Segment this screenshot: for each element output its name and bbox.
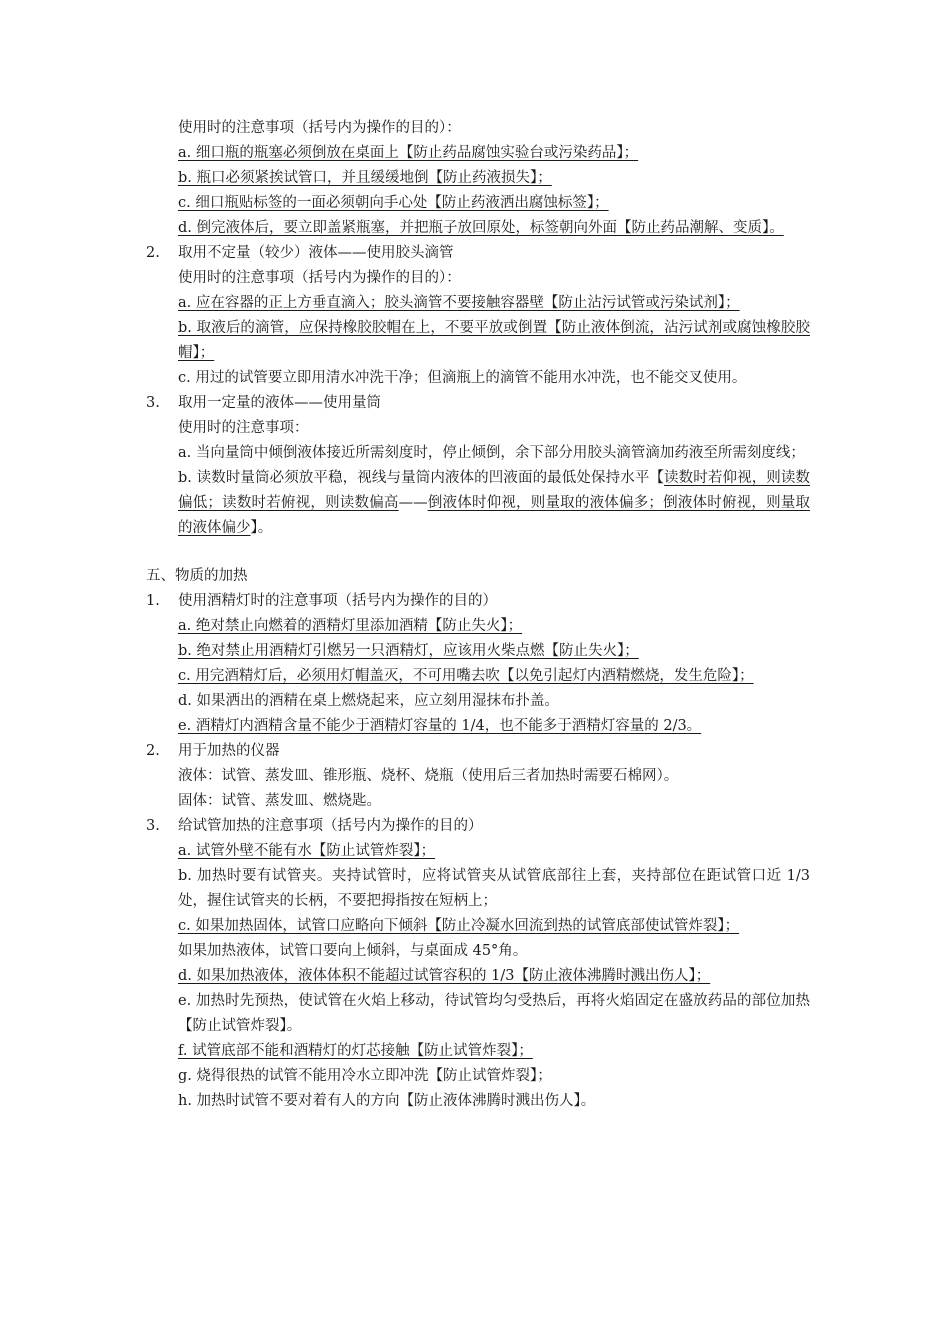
text-line: c. 用完酒精灯后，必须用灯帽盖灭，不可用嘴去吹【以免引起灯内酒精燃烧，发生危险】；: [178, 668, 754, 684]
text-line: b. 取液后的滴管，应保持橡胶胶帽在上，不要平放或倒置【防止液体倒流，沾污试剂或腐蚀橡胶胶帽】；: [178, 320, 810, 361]
item-number: 3.: [146, 395, 160, 411]
text-line: a. 细口瓶的瓶塞必须倒放在桌面上【防止药品腐蚀实验台或污染药品】；: [178, 145, 639, 161]
text-line: b. 瓶口必须紧挨试管口，并且缓缓地倒【防止药液损失】；: [178, 170, 552, 186]
numbered-item: [0, 241, 950, 266]
text-line: d. 如果洒出的酒精在桌上燃烧起来，应立刻用湿抹布扑盖。: [178, 693, 559, 709]
numbered-item: [0, 391, 950, 416]
numbered-item: [0, 739, 950, 764]
text-line: b. 加热时要有试管夹。夹持试管时，应将试管夹从试管底部往上套，夹持部位在距试管口近 1/3 处，握住试管夹的长柄，不要把拇指按在短柄上；: [178, 868, 810, 909]
text-line: 如果加热液体，试管口要向上倾斜，与桌面成 45°角。: [178, 943, 528, 959]
text-line: f. 试管底部不能和酒精灯的灯芯接触【防止试管炸裂】；: [178, 1043, 533, 1059]
text-line: c. 细口瓶贴标签的一面必须朝向手心处【防止药液洒出腐蚀标签】；: [178, 195, 609, 211]
spacer: [0, 541, 950, 564]
text-line: c. 用过的试管要立即用清水冲洗干净；但滴瓶上的滴管不能用水冲洗，也不能交叉使用。: [178, 370, 747, 386]
text-line: c. 如果加热固体，试管口应略向下倾斜【防止冷凝水回流到热的试管底部使试管炸裂】；: [178, 918, 740, 934]
text-line: d. 倒完液体后，要立即盖紧瓶塞，并把瓶子放回原处，标签朝向外面【防止药品潮解、变质】。: [178, 220, 784, 236]
numbered-item: [0, 589, 950, 614]
text-line: g. 烧得很热的试管不能用冷水立即冲洗【防止试管炸裂】；: [178, 1068, 552, 1084]
text-line: b. 绝对禁止用酒精灯引燃另一只酒精灯，应该用火柴点燃【防止失火】；: [178, 643, 639, 659]
item-number: 1.: [146, 593, 160, 609]
text-run: 】。: [250, 520, 273, 536]
item-title: 取用不定量（较少）液体——使用胶头滴管: [178, 245, 454, 261]
text-line: 使用时的注意事项：: [178, 420, 309, 436]
text-run: b. 读数时量筒必须放平稳，视线与量筒内液体的凹液面的最低处保持水平【: [178, 470, 665, 486]
text-line: e. 加热时先预热，使试管在火焰上移动，待试管均匀受热后，再将火焰固定在盛放药品的部位加热【防止试管炸裂】。: [178, 993, 810, 1034]
text-line: a. 绝对禁止向燃着的酒精灯里添加酒精【防止失火】；: [178, 618, 523, 634]
item-title: 给试管加热的注意事项（括号内为操作的目的）: [178, 818, 483, 834]
text-line: a. 当向量筒中倾倒液体接近所需刻度时，停止倾倒，余下部分用胶头滴管滴加药液至所需刻度线；: [178, 445, 805, 461]
text-line: 使用时的注意事项（括号内为操作的目的）：: [178, 270, 461, 286]
numbered-item: [0, 814, 950, 839]
text-line: h. 加热时试管不要对着有人的方向【防止液体沸腾时溅出伤人】。: [178, 1093, 596, 1109]
item-number: 2.: [146, 245, 160, 261]
text-line: e. 酒精灯内酒精含量不能少于酒精灯容量的 1/4，也不能多于酒精灯容量的 2/3。: [178, 718, 702, 734]
text-line: 使用时的注意事项（括号内为操作的目的）：: [178, 120, 461, 136]
item-number: 2.: [146, 743, 160, 759]
text-run: 倒液体时仰视，则量取的液体偏多；倒液体时俯视，则量取的液体偏少: [178, 495, 810, 536]
section-heading: 五、物质的加热: [146, 568, 248, 584]
item-title: 用于加热的仪器: [178, 743, 280, 759]
text-line: a. 试管外壁不能有水【防止试管炸裂】；: [178, 843, 436, 859]
item-title: 取用一定量的液体——使用量筒: [178, 395, 381, 411]
text-line: a. 应在容器的正上方垂直滴入；胶头滴管不要接触容器壁【防止沾污试管或污染试剂】；: [178, 295, 740, 311]
text-run: 读数时若仰视，则读数偏低；读数时若俯视，则读数偏高: [178, 470, 811, 511]
item-number: 3.: [146, 818, 160, 834]
text-run: ——: [398, 495, 428, 511]
text-line: d. 如果加热液体，液体体积不能超过试管容积的 1/3【防止液体沸腾时溅出伤人】；: [178, 968, 711, 984]
text-line: 液体：试管、蒸发皿、锥形瓶、烧杯、烧瓶（使用后三者加热时需要石棉网）。: [178, 768, 679, 784]
item-title: 使用酒精灯时的注意事项（括号内为操作的目的）: [178, 593, 497, 609]
text-line: [178, 466, 810, 541]
text-line: 固体：试管、蒸发皿、燃烧匙。: [178, 793, 381, 809]
